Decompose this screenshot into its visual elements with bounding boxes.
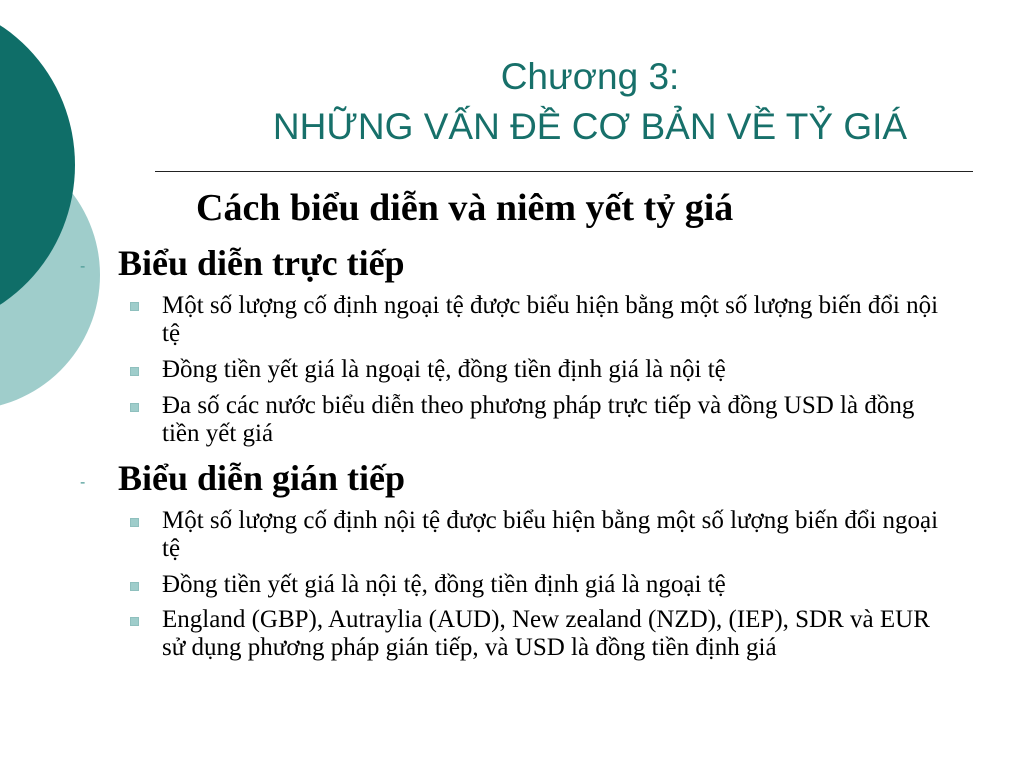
section-heading-indirect: Biểu diễn gián tiếp <box>118 458 406 498</box>
bullet-marker <box>130 617 139 626</box>
bullet-marker <box>130 582 139 591</box>
title-chapter: Chương 3: <box>500 56 680 97</box>
bullet-marker <box>130 367 139 376</box>
bullet-item: Đồng tiền yết giá là ngoại tệ, đồng tiền định giá là nội tệ <box>162 356 726 383</box>
slide-title <box>150 52 1024 152</box>
bullet-marker <box>130 518 139 527</box>
slide-subheading: Cách biểu diễn và niêm yết tỷ giá <box>196 187 734 229</box>
bullet-item: Đa số các nước biểu diễn theo phương pháp trực tiếp và đồng USD là đồng tiền yết giá <box>162 392 915 447</box>
title-main: NHỮNG VẤN ĐỀ CƠ BẢN VỀ TỶ GIÁ <box>272 106 908 147</box>
bullet-marker <box>130 403 139 412</box>
bullet-marker <box>130 302 139 311</box>
title-divider <box>155 171 973 172</box>
bullet-item: Đồng tiền yết giá là nội tệ, đồng tiền định giá là ngoại tệ <box>162 571 726 598</box>
bullet-item: England (GBP), Autraylia (AUD), New zealand (NZD), (IEP), SDR và EUR sử dụng phương pháp gián tiếp, và USD là đồng tiền định giá <box>162 606 930 661</box>
section-dash-indirect: - <box>80 474 86 491</box>
section-heading-direct: Biểu diễn trực tiếp <box>118 243 405 283</box>
bullet-item: Một số lượng cố định nội tệ được biểu hiện bằng một số lượng biến đổi ngoại tệ <box>162 507 939 562</box>
bullet-item: Một số lượng cố định ngoại tệ được biểu hiện bằng một số lượng biến đổi nội tệ <box>162 292 939 347</box>
section-dash-direct: - <box>80 258 86 275</box>
